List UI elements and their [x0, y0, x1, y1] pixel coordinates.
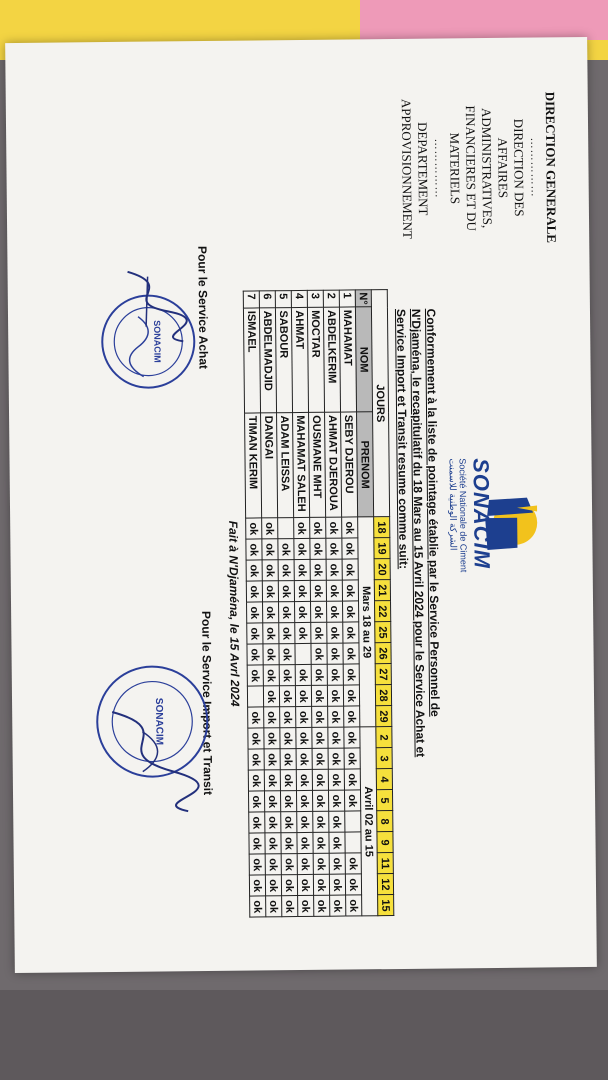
attendance-mark: ok [280, 707, 296, 728]
attendance-mark: ok [327, 685, 343, 706]
attendance-mark: ok [298, 896, 314, 917]
attendance-mark: ok [312, 791, 328, 812]
attendance-mark [295, 644, 311, 665]
attendance-mark: ok [312, 770, 328, 791]
attendance-mark: ok [342, 580, 358, 601]
intro-line: N'Djaména, le recapitulatif du 18 Mars au 15 Avril 2024 pour le Service Achat et [408, 308, 428, 758]
attendance-mark: ok [312, 728, 328, 749]
attendance-mark [247, 686, 263, 707]
day-header: 15 [378, 895, 394, 916]
attendance-mark: ok [279, 644, 295, 665]
attendance-mark: ok [246, 581, 262, 602]
day-header: 3 [376, 748, 392, 769]
attendance-mark: ok [265, 854, 281, 875]
attendance-mark: ok [328, 790, 344, 811]
attendance-mark: ok [296, 707, 312, 728]
attendance-mark [345, 832, 361, 853]
attendance-mark: ok [262, 539, 278, 560]
day-header: 12 [377, 874, 393, 895]
attendance-mark: ok [279, 686, 295, 707]
num-header: N° [355, 290, 371, 308]
attendance-mark: ok [312, 749, 328, 770]
intro-line: Conformement à la liste de pointage établie par le Service Personnel de [423, 308, 443, 717]
jours-header: JOURS [371, 290, 389, 517]
employee-prenom: MAHAMAT SALEH [293, 413, 310, 518]
attendance-mark: ok [264, 770, 280, 791]
logo-text [447, 458, 495, 598]
attendance-mark: ok [310, 581, 326, 602]
employee-prenom: OUSMANE MHT [309, 413, 326, 518]
employee-prenom: SEBY DJEROU [341, 412, 358, 517]
attendance-mark: ok [310, 518, 326, 539]
day-header: 5 [376, 790, 392, 811]
attendance-mark: ok [346, 895, 362, 916]
desk-surface [0, 990, 608, 1080]
attendance-mark: ok [326, 559, 342, 580]
attendance-mark: ok [295, 686, 311, 707]
attendance-mark: ok [313, 854, 329, 875]
attendance-mark: ok [263, 623, 279, 644]
stamp-center-text: SONACIM [152, 320, 163, 363]
day-header: 8 [377, 811, 393, 832]
attendance-mark: ok [278, 581, 294, 602]
letterhead-line: MATERIELS [447, 132, 463, 205]
letterhead-line: AFFAIRES [495, 137, 511, 199]
attendance-mark: ok [344, 706, 360, 727]
attendance-mark: ok [345, 874, 361, 895]
attendance-mark: ok [246, 560, 262, 581]
logo-arabic: الشركة الوطنية للاسمنت [447, 458, 459, 551]
attendance-mark: ok [280, 791, 296, 812]
attendance-mark: ok [248, 791, 264, 812]
attendance-mark: ok [265, 812, 281, 833]
attendance-mark: ok [263, 686, 279, 707]
attendance-mark: ok [327, 622, 343, 643]
employee-nom: ABDELKERIM [323, 307, 340, 412]
employee-prenom: AHMAT DJEROUA [325, 412, 342, 517]
day-header: 28 [375, 685, 391, 706]
attendance-mark: ok [326, 517, 342, 538]
attendance-mark: ok [296, 749, 312, 770]
attendance-mark: ok [328, 769, 344, 790]
attendance-mark: ok [310, 539, 326, 560]
letterhead-line: DIRECTION GENERALE [542, 91, 560, 244]
letterhead-separator: …………… [432, 138, 445, 199]
employee-prenom: TIMAN KERIM [245, 413, 262, 518]
attendance-mark: ok [247, 602, 263, 623]
day-header: 18 [374, 517, 390, 538]
attendance-mark: ok [262, 581, 278, 602]
day-header: 20 [374, 559, 390, 580]
attendance-mark: ok [282, 896, 298, 917]
attendance-mark: ok [345, 853, 361, 874]
attendance-mark: ok [329, 853, 345, 874]
attendance-mark: ok [342, 559, 358, 580]
logo-subtitle: Société Nationale de Ciment [457, 458, 469, 573]
intro-line: Service Import et Transit resume comme suit: [393, 308, 411, 570]
attendance-mark: ok [312, 707, 328, 728]
day-header: 25 [375, 622, 391, 643]
attendance-mark: ok [247, 623, 263, 644]
day-header: 27 [375, 664, 391, 685]
attendance-mark: ok [249, 854, 265, 875]
attendance-mark: ok [344, 727, 360, 748]
employee-nom: SABOUR [275, 308, 292, 413]
attendance-mark: ok [294, 581, 310, 602]
employee-nom: ABDELMADJID [259, 308, 276, 413]
row-number: 3 [307, 290, 323, 308]
attendance-mark: ok [313, 875, 329, 896]
attendance-mark: ok [263, 644, 279, 665]
attendance-mark: ok [311, 644, 327, 665]
attendance-mark: ok [249, 812, 265, 833]
attendance-mark: ok [327, 664, 343, 685]
attendance-mark: ok [247, 665, 263, 686]
attendance-mark: ok [278, 539, 294, 560]
attendance-mark: ok [343, 643, 359, 664]
pink-folder-background [360, 0, 608, 40]
attendance-mark: ok [262, 560, 278, 581]
attendance-mark: ok [326, 580, 342, 601]
day-header: 4 [376, 769, 392, 790]
letterhead-line: ADMINISTRATIVES, [478, 107, 496, 229]
attendance-mark: ok [314, 896, 330, 917]
attendance-mark: ok [248, 728, 264, 749]
attendance-mark: ok [295, 623, 311, 644]
attendance-mark: ok [264, 791, 280, 812]
attendance-mark: ok [295, 602, 311, 623]
attendance-mark: ok [264, 728, 280, 749]
attendance-mark: ok [329, 811, 345, 832]
attendance-mark: ok [250, 896, 266, 917]
day-header: 19 [374, 538, 390, 559]
attendance-mark: ok [294, 539, 310, 560]
attendance-mark: ok [342, 538, 358, 559]
attendance-mark: ok [342, 517, 358, 538]
attendance-mark: ok [311, 665, 327, 686]
attendance-mark: ok [297, 875, 313, 896]
attendance-mark: ok [264, 749, 280, 770]
attendance-mark: ok [294, 560, 310, 581]
attendance-mark: ok [279, 602, 295, 623]
attendance-mark: ok [297, 833, 313, 854]
prenom-header: PRENOM [357, 412, 374, 517]
attendance-mark: ok [248, 770, 264, 791]
attendance-mark: ok [265, 875, 281, 896]
attendance-mark: ok [247, 644, 263, 665]
document-sheet [5, 37, 597, 973]
attendance-mark: ok [249, 833, 265, 854]
attendance-mark: ok [296, 791, 312, 812]
attendance-mark: ok [326, 538, 342, 559]
employee-prenom: ADAM LEISSA [277, 413, 294, 518]
day-header: 2 [376, 727, 392, 748]
attendance-mark: ok [263, 602, 279, 623]
signature-label-import: Pour le Service Import et Transit [199, 610, 216, 796]
letterhead [397, 67, 559, 269]
logo-name: SONACIM [468, 457, 495, 570]
letterhead-line: APPROVISIONNEMENT [398, 98, 416, 240]
attendance-mark: ok [248, 707, 264, 728]
attendance-mark: ok [311, 623, 327, 644]
attendance-mark: ok [311, 686, 327, 707]
attendance-mark [278, 518, 294, 539]
day-header: 21 [374, 580, 390, 601]
attendance-mark: ok [280, 770, 296, 791]
attendance-mark: ok [246, 518, 262, 539]
attendance-mark: ok [343, 622, 359, 643]
letterhead-line: DEPARTEMENT [414, 121, 431, 216]
attendance-mark: ok [265, 833, 281, 854]
attendance-table [243, 289, 395, 918]
attendance-mark: ok [266, 896, 282, 917]
day-header: 29 [376, 706, 392, 727]
attendance-mark: ok [343, 601, 359, 622]
attendance-mark: ok [313, 833, 329, 854]
row-number: 2 [323, 290, 339, 308]
attendance-mark: ok [297, 854, 313, 875]
attendance-mark: ok [344, 748, 360, 769]
attendance-mark [345, 811, 361, 832]
rotated-page-content [15, 47, 574, 963]
day-header: 26 [375, 643, 391, 664]
period-mars: Mars 18 au 29 [358, 517, 376, 727]
stamp-center-text: SONACIM [153, 697, 165, 746]
employee-nom: ISMAEL [243, 308, 260, 413]
attendance-mark: ok [281, 833, 297, 854]
signature-scribble-right [92, 701, 203, 822]
attendance-mark: ok [310, 560, 326, 581]
day-header: 11 [377, 853, 393, 874]
row-number: 6 [259, 291, 275, 309]
attendance-mark: ok [280, 728, 296, 749]
attendance-mark: ok [294, 518, 310, 539]
letterhead-line: FINANCIERES ET DU [462, 105, 480, 231]
attendance-mark: ok [297, 812, 313, 833]
attendance-mark: ok [249, 875, 265, 896]
attendance-mark: ok [327, 601, 343, 622]
attendance-mark: ok [280, 749, 296, 770]
row-number: 1 [339, 290, 355, 308]
employee-prenom: DANGAI [261, 413, 278, 518]
attendance-mark: ok [296, 728, 312, 749]
attendance-mark: ok [311, 602, 327, 623]
attendance-mark: ok [246, 539, 262, 560]
intro-paragraph [393, 309, 443, 829]
attendance-mark: ok [281, 875, 297, 896]
attendance-mark: ok [329, 832, 345, 853]
attendance-mark: ok [278, 560, 294, 581]
attendance-mark: ok [328, 706, 344, 727]
day-header: 9 [377, 832, 393, 853]
issue-date: Fait à N'Djaména, le 15 Avrl 2024 [226, 520, 243, 707]
attendance-mark: ok [328, 748, 344, 769]
employee-nom: MOCTAR [307, 308, 324, 413]
attendance-mark: ok [281, 854, 297, 875]
attendance-mark: ok [343, 685, 359, 706]
row-number: 5 [275, 291, 291, 309]
attendance-mark: ok [344, 769, 360, 790]
signature-label-achat: Pour le Service Achat [195, 245, 211, 370]
attendance-mark: ok [344, 790, 360, 811]
signature-scribble-left [117, 266, 188, 347]
attendance-mark: ok [343, 664, 359, 685]
attendance-mark: ok [279, 623, 295, 644]
letterhead-separator: …………… [528, 137, 541, 198]
attendance-mark: ok [262, 518, 278, 539]
letterhead-line: DIRECTION DES [510, 118, 527, 217]
attendance-mark: ok [328, 727, 344, 748]
attendance-mark: ok [329, 874, 345, 895]
employee-nom: AHMAT [291, 308, 308, 413]
employee-nom: MAHAMAT [339, 307, 356, 412]
day-header: 22 [375, 601, 391, 622]
attendance-mark: ok [248, 749, 264, 770]
attendance-mark: ok [263, 665, 279, 686]
row-number: 7 [243, 291, 259, 309]
attendance-mark: ok [279, 665, 295, 686]
row-number: 4 [291, 290, 307, 308]
nom-header: NOM [355, 307, 372, 412]
attendance-mark: ok [330, 895, 346, 916]
attendance-mark: ok [327, 643, 343, 664]
attendance-mark: ok [295, 665, 311, 686]
period-avril: Avril 02 au 15 [360, 727, 378, 916]
attendance-mark: ok [281, 812, 297, 833]
attendance-mark: ok [296, 770, 312, 791]
attendance-mark: ok [264, 707, 280, 728]
attendance-mark: ok [313, 812, 329, 833]
